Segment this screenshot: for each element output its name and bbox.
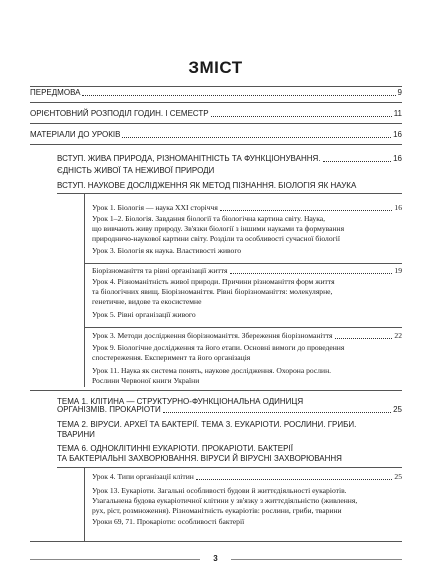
lesson-description: що вивчають живу природу. Зв'язки біології з іншими науками та формування xyxy=(92,224,345,233)
toc-entry-label: Біорізноманіття та рівні організації життя xyxy=(92,266,228,275)
divider xyxy=(57,467,402,468)
toc-entry-lesson1[interactable] xyxy=(92,203,402,213)
divider xyxy=(57,193,402,194)
toc-page-number: 16 xyxy=(394,203,402,212)
theme-heading[interactable]: ТЕМА 2. ВІРУСИ. АРХЕЇ ТА БАКТЕРІЇ. ТЕМА 3. ЕУКАРІОТИ. РОСЛИНИ. ГРИБИ. xyxy=(57,420,357,429)
divider xyxy=(30,144,402,145)
toc-page-number: 19 xyxy=(394,266,402,275)
toc-entry-intro[interactable] xyxy=(57,154,402,164)
toc-entry-label: Урок 1. Біологія — наука XXI сторіччя xyxy=(92,203,218,212)
divider xyxy=(84,327,402,328)
lesson-description: генетичне, видове та екосистемне xyxy=(92,297,202,306)
margin-line xyxy=(84,193,85,263)
leader-dots xyxy=(196,479,393,480)
toc-page-number: 22 xyxy=(394,331,402,340)
lesson-description: Урок 13. Еукаріоти. Загальні особливості будови й життєдіяльності еукаріотів. xyxy=(92,486,347,495)
toc-entry-label: Урок 3. Методи дослідження біорізноманіття. Збереження біорізноманіття xyxy=(92,331,333,340)
toc-entry-label: ПЕРЕДМОВА xyxy=(30,88,81,97)
lesson-description: Узагальнена будова еукаріотичної клітини у зв'язку з життєдіяльністю (живлення, xyxy=(92,496,358,505)
theme-heading: ТА БАКТЕРІАЛЬНІ ЗАХВОРЮВАННЯ. ВІРУСИ Й ВІРУСНІ ЗАХВОРЮВАННЯ xyxy=(57,454,342,463)
leader-dots xyxy=(323,161,392,162)
lesson-entry: Урок 3. Біологія як наука. Властивості живого xyxy=(92,246,242,255)
toc-entry-preface[interactable] xyxy=(30,88,402,98)
leader-dots xyxy=(211,116,392,117)
toc-entry-cell-types[interactable] xyxy=(92,472,402,482)
page-title: ЗМІСТ xyxy=(188,58,243,77)
lesson-description: Урок 9. Біологічне дослідження та його етапи. Основні вимоги до проведення xyxy=(92,343,345,352)
toc-entry-label: Урок 4. Типи організації клітин xyxy=(92,472,194,481)
theme-heading[interactable]: ТЕМА 6. ОДНОКЛІТИННІ ЕУКАРІОТИ. ПРОКАРІОТИ. БАКТЕРІЇ xyxy=(57,444,293,453)
margin-line xyxy=(84,263,85,327)
page-number: 3 xyxy=(213,554,218,563)
divider xyxy=(30,541,402,542)
toc-entry-label: ОРГАНІЗМІВ. ПРОКАРІОТИ xyxy=(57,405,161,414)
toc-entry-hours[interactable] xyxy=(30,109,402,119)
toc-entry-biodiversity[interactable] xyxy=(92,266,402,276)
leader-dots xyxy=(220,210,393,211)
toc-page-number: 16 xyxy=(393,154,402,163)
toc-entry-label: ВСТУП. ЖИВА ПРИРОДА, РІЗНОМАНІТНІСТЬ ТА ФУНКЦІОНУВАННЯ. xyxy=(57,154,321,163)
lesson-entry: Рослини Червоної книги України xyxy=(92,376,200,385)
toc-entry-intro2[interactable]: ВСТУП. НАУКОВЕ ДОСЛІДЖЕННЯ ЯК МЕТОД ПІЗНАННЯ. БІОЛОГІЯ ЯК НАУКА xyxy=(57,181,357,190)
toc-page-number: 9 xyxy=(397,88,402,97)
toc-entry-materials[interactable] xyxy=(30,130,402,140)
leader-dots xyxy=(230,273,393,274)
leader-dots xyxy=(82,95,395,96)
leader-dots xyxy=(122,137,391,138)
toc-entry-label: МАТЕРІАЛИ ДО УРОКІВ xyxy=(30,130,121,139)
lesson-description: Урок 4. Різноманітність живої природи. Причини різноманіття форм життя xyxy=(92,277,335,286)
lesson-description: Урок 1–2. Біологія. Завдання біології та біологічна картина світу. Наука, xyxy=(92,214,326,223)
theme-heading[interactable]: ТЕМА 1. КЛІТИНА — СТРУКТУРНО-ФУНКЦІОНАЛЬНА ОДИНИЦЯ xyxy=(57,397,304,406)
lesson-entry: Урок 5. Рівні організації живого xyxy=(92,310,196,319)
toc-entry-label-cont: ЄДНІСТЬ ЖИВОЇ ТА НЕЖИВОЇ ПРИРОДИ xyxy=(57,166,215,175)
leader-dots xyxy=(335,338,393,339)
leader-dots xyxy=(163,412,391,413)
lesson-description: та біологічних явищ. Біорізноманіття. Рівні біорізноманіття: молекулярне, xyxy=(92,287,333,296)
lesson-description: рух, ріст, розмноження). Різноманітність еукаріотів: рослини, гриби, тварини xyxy=(92,506,342,515)
divider xyxy=(30,102,402,103)
toc-page-number: 25 xyxy=(393,405,402,414)
margin-line xyxy=(84,327,85,387)
lesson-description: Уроки 69, 71. Прокаріоти: особливості бактерії xyxy=(92,517,245,526)
lesson-entry: Урок 11. Наука як система понять, наукове дослідження. Охорона рослин. xyxy=(92,366,332,375)
toc-page-number: 11 xyxy=(393,109,402,118)
divider xyxy=(84,263,402,264)
toc-entry-methods[interactable] xyxy=(92,331,402,341)
lesson-description: спостереження. Експеримент та його організація xyxy=(92,353,251,362)
divider xyxy=(30,123,402,124)
theme-heading: ТВАРИНИ xyxy=(57,430,95,439)
divider xyxy=(30,390,402,391)
toc-page-number: 25 xyxy=(394,472,402,481)
toc-page-number: 16 xyxy=(393,130,402,139)
divider xyxy=(30,86,402,87)
toc-entry-label: ОРІЄНТОВНИЙ РОЗПОДІЛ ГОДИН. І СЕМЕСТР xyxy=(30,109,209,118)
toc-entry-theme1[interactable] xyxy=(57,405,402,415)
lesson-description: природничо-наукової картини світу. Розділи та особливості сучасної біології xyxy=(92,234,340,243)
margin-line xyxy=(84,467,85,541)
